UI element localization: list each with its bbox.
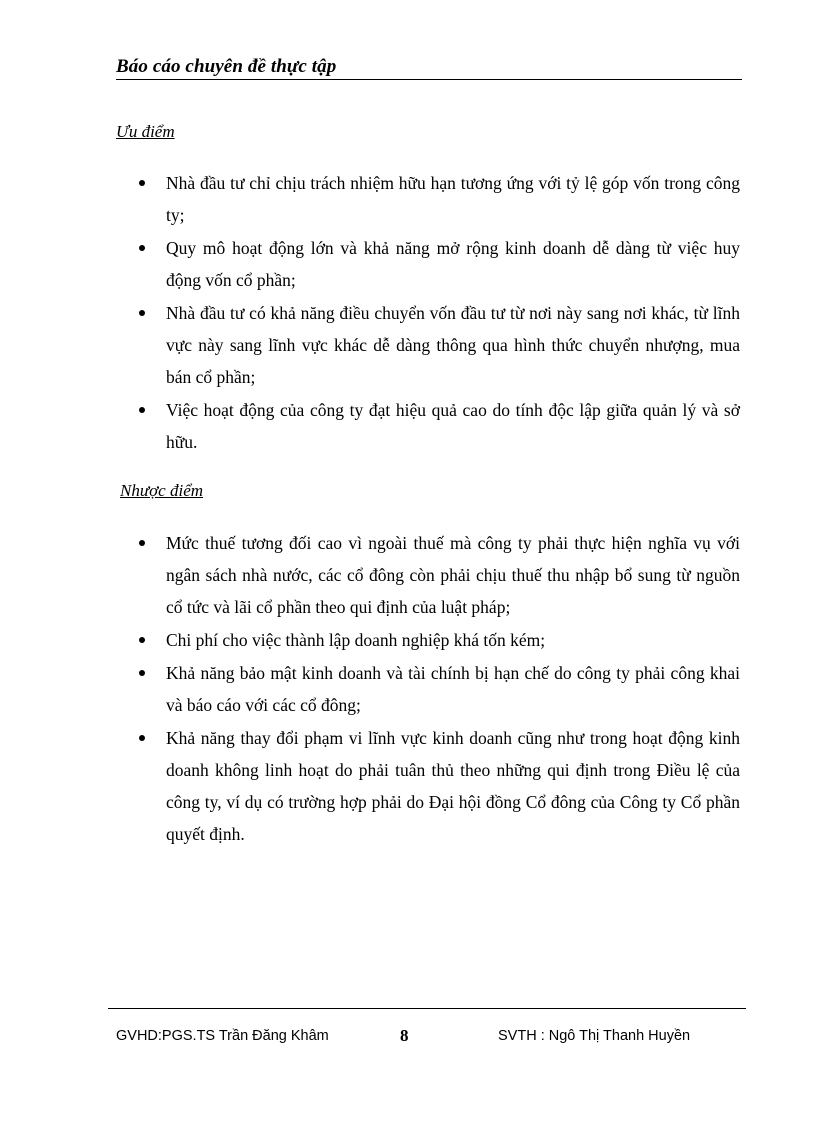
- list-item-text: Chi phí cho việc thành lập doanh nghiệp khá tốn kém;: [166, 630, 546, 650]
- disadvantages-heading: Nhược điểm: [120, 481, 204, 500]
- footer-student: SVTH : Ngô Thị Thanh Huyền: [498, 1028, 691, 1044]
- list-item: [136, 167, 740, 231]
- list-item: [136, 722, 740, 850]
- list-item-text: Việc hoạt động của công ty đạt hiệu quả cao do tính độc lập giữa quản lý và sở hữu.: [166, 400, 740, 452]
- list-item-text: Nhà đầu tư chỉ chịu trách nhiệm hữu hạn tương ứng với tỷ lệ góp vốn trong công ty;: [166, 173, 740, 225]
- bullet-icon: [139, 637, 145, 643]
- list-item-text: Khả năng thay đổi phạm vi lĩnh vực kinh doanh cũng như trong hoạt động kinh doanh không linh hoạt do phải tuân thủ theo những qui định trong Điều lệ của công ty, ví dụ có trường hợp phải do Đại hội đồng Cổ đông của Công ty Cổ phần quyết định.: [166, 728, 740, 844]
- list-item: [136, 527, 740, 623]
- list-item: [136, 394, 740, 458]
- footer-divider: [108, 1008, 746, 1009]
- disadvantages-list: [136, 527, 740, 851]
- bullet-icon: [139, 310, 145, 316]
- bullet-icon: [139, 407, 145, 413]
- document-title: Báo cáo chuyên đề thực tập: [116, 56, 337, 77]
- list-item: [136, 624, 740, 656]
- list-item-text: Quy mô hoạt động lớn và khả năng mở rộng kinh doanh dễ dàng từ việc huy động vốn cổ phần;: [166, 238, 740, 290]
- bullet-icon: [139, 245, 145, 251]
- advantages-list: [136, 167, 740, 459]
- bullet-icon: [139, 180, 145, 186]
- list-item: [136, 297, 740, 393]
- footer-advisor: GVHD:PGS.TS Trần Đăng Khâm: [116, 1028, 329, 1044]
- page-header: [116, 54, 742, 80]
- bullet-icon: [139, 670, 145, 676]
- page-number: 8: [400, 1026, 409, 1045]
- advantages-heading: Ưu điểm: [116, 122, 175, 141]
- list-item-text: Khả năng bảo mật kinh doanh và tài chính bị hạn chế do công ty phải công khai và báo cáo với các cổ đông;: [166, 663, 740, 715]
- list-item-text: Nhà đầu tư có khả năng điều chuyển vốn đầu tư từ nơi này sang nơi khác, từ lĩnh vực này sang lĩnh vực khác dễ dàng thông qua hình thức chuyển nhượng, mua bán cổ phần;: [166, 303, 740, 387]
- bullet-icon: [139, 735, 145, 741]
- list-item: [136, 232, 740, 296]
- list-item: [136, 657, 740, 721]
- list-item-text: Mức thuế tương đối cao vì ngoài thuế mà công ty phải thực hiện nghĩa vụ với ngân sách nhà nước, các cổ đông còn phải chịu thuế thu nhập bổ sung từ nguồn cổ tức và lãi cổ phần theo qui định của luật pháp;: [166, 533, 740, 617]
- bullet-icon: [139, 540, 145, 546]
